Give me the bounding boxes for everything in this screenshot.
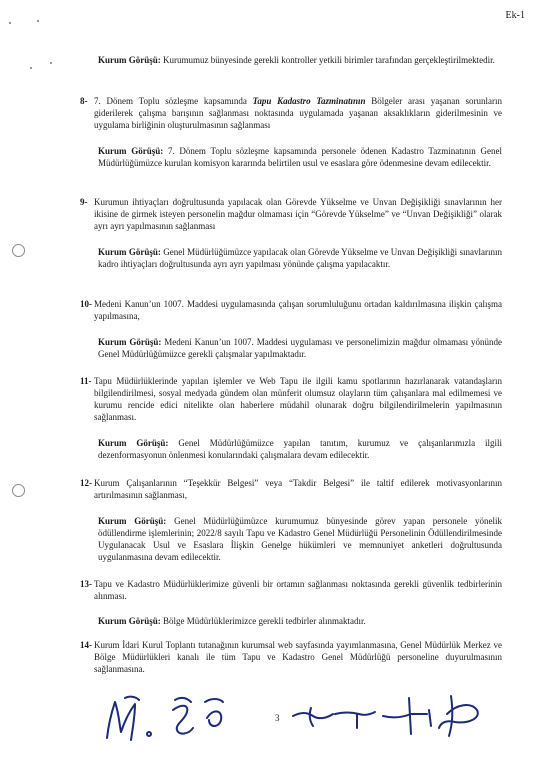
list-item xyxy=(80,578,502,602)
scan-speck xyxy=(50,62,52,64)
item-text: Medeni Kanun’un 1007. Maddesi uygulamasında çalışan sorumluluğunu ortadan kaldırılmasına ilişkin çalışma yapılmasına, xyxy=(94,299,502,321)
kurum-gorusu: Kurum Görüşü: Genel Müdürlüğümüzce kurumumuz bünyesinde görev yapan personele yönelik ödüllendirme işlemlerinin; 2022/8 sayılı Tapu ve Kadastro Genel Müdürlüğü Personelinin Ödüllendirilmesinde Uygulanacak Usul ve Esaslara İlişkin Genelge hükümleri ve memnuniyet anketleri doğrultusunda uygulanmasına devam edilecektir. xyxy=(98,516,502,562)
punch-hole xyxy=(12,484,25,497)
item-text: Tapu Müdürlüklerinde yapılan işlemler ve Web Tapu ile ilgili kamu spotlarının hazırlanarak vatandaşların bilgilendirilmesi, sosyal medyada gündem olan münferit olumsuz olayların tüm çalışanlara mal edilmemesi ve kurumu rencide edici nitelikte olan haberlere müdahil olunarak doğru bilgilendirilmelerin yapılmasının sağlanması. xyxy=(94,376,502,422)
item-text: Kurum Çalışanlarının “Teşekkür Belgesi” veya “Takdir Belgesi” ile taltif edilerek motivasyonlarının artırılmasının sağlanması, xyxy=(94,478,502,500)
list-item xyxy=(80,95,502,131)
item-number: 13- xyxy=(80,579,92,589)
kurum-gorusu: Kurum Görüşü: Kurumumuz bünyesinde gerekli kontroller yetkili birimler tarafından gerçekleştirilmektedir. xyxy=(98,55,495,65)
item-text: 7. Dönem Toplu sözleşme kapsamında Tapu Kadastro Tazminatının Bölgeler arası yaşanan sorunların giderilerek çalışma barışının sağlanması noktasında uygulamada yaşanan aksaklıkların giderilmesinin ve uygulama birliğinin oluşturulmasının sağlanması xyxy=(94,96,502,130)
list-item xyxy=(80,298,502,322)
item-number: 8- xyxy=(80,96,88,106)
kurum-gorusu: Kurum Görüşü: 7. Dönem Toplu sözleşme kapsamında personele ödenen Kadastro Tazminatının Genel Müdürlüğümüzce kurulan komisyon kararında belirtilen usul ve esaslara göre ödenmesine devam edilecektir. xyxy=(98,146,502,168)
item-text: Kurumun ihtiyaçları doğrultusunda yapılacak olan Görevde Yükselme ve Unvan Değişikliği sınavlarının her ikisine de girmek isteyen personelin mağdur olmaması için “Görevde Yükselme” ve “Unvan Değişikliği” olarak ayrı ayrı yapılmasının sağlanması xyxy=(94,197,502,231)
scan-speck xyxy=(37,20,39,22)
scan-speck xyxy=(30,67,32,69)
kurum-gorusu: Kurum Görüşü: Genel Müdürlüğümüzce yapılacak olan Görevde Yükselme ve Unvan Değişikliği sınavlarının kadro ihtiyaçları doğrultusunda ayrı ayrı yapılması yönünde çalışma yapılacaktır. xyxy=(98,247,502,269)
list-item xyxy=(80,375,502,423)
item-number: 9- xyxy=(80,197,88,207)
punch-hole xyxy=(12,244,25,257)
item-number: 12- xyxy=(80,478,92,488)
page-number: 3 xyxy=(275,713,280,723)
item-number: 14- xyxy=(80,640,92,650)
signatures-image xyxy=(95,690,495,750)
kurum-gorusu: Kurum Görüşü: Genel Müdürlüğümüzce yapılan tanıtım, kurumuz ve çalışanlarımızla ilgili dezenformasyonun önlenmesi konularındaki çalışmalara devam edilecektir. xyxy=(98,438,502,460)
kurum-gorusu: Kurum Görüşü: Medeni Kanun’un 1007. Maddesi uygulaması ve personelimizin mağdur olmaması yönünde Genel Müdürlüğümüzce gerekli çalışmalar yapılmaktadır. xyxy=(98,337,502,359)
list-item xyxy=(80,477,502,501)
scan-speck xyxy=(9,22,11,24)
item-text: Tapu ve Kadastro Müdürlüklerimize güvenli bir ortamın sağlanması noktasında gerekli güvenlik tedbirlerinin alınması. xyxy=(94,579,502,601)
item-number: 10- xyxy=(80,299,92,309)
list-item xyxy=(80,196,502,232)
item-number: 11- xyxy=(80,376,92,386)
kurum-gorusu: Kurum Görüşü: Bölge Müdürlüklerimizce gerekli tedbirler alınmaktadır. xyxy=(98,616,366,626)
list-item xyxy=(80,639,502,675)
attachment-label: Ek-1 xyxy=(505,10,525,21)
item-text: Kurum İdari Kurul Toplantı tutanağının kurumsal web sayfasında yayımlanmasına, Genel Müdürlük Merkez ve Bölge Müdürlükleri kanalı ile tüm Tapu ve Kadastro Genel Müdürlüğü personeline duyurulmasının sağlanmasına. xyxy=(94,640,502,674)
